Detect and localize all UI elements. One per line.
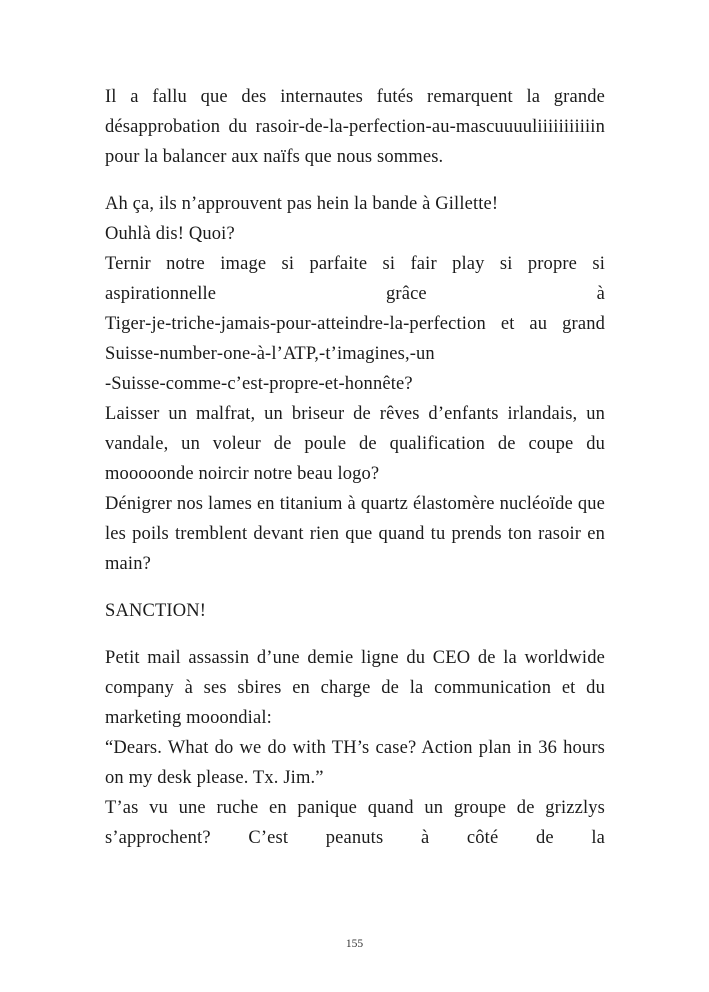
paragraph-ah-ca: Ah ça, ils n’approuvent pas hein la bande à Gillette! [105, 194, 499, 214]
paragraph-denigrer: Dénigrer nos lames en titanium à quartz élastomère nucléoïde que les poils tremblent devant rien que quand tu prends ton rasoir en main? [105, 494, 605, 574]
paragraph-ouhla: Ouhlà dis! Quoi? [105, 224, 235, 244]
paragraph-laisser: Laisser un malfrat, un briseur de rêves d’enfants irlandais, un vandale, un voleur de poule de qualification de coupe du mooooonde noircir notre beau logo? [105, 404, 605, 484]
page-number: 155 [345, 938, 364, 950]
paragraph-dears-quote: “Dears. What do we do with TH’s case? Action plan in 36 hours on my desk please. Tx. Jim.” [105, 738, 605, 788]
paragraph-sanction: SANCTION! [105, 601, 207, 621]
paragraph-ruche: T’as vu une ruche en panique quand un groupe de grizzlys s’approchent? C’est peanuts à côté de la [105, 798, 605, 848]
paragraph-intro: Il a fallu que des internautes futés remarquent la grande désapprobation du rasoir‑de‑la‑perfection‑au‑mascuuuuliiiiiiiiiiin pour la balancer aux naïfs que nous sommes. [105, 87, 605, 167]
paragraph-ternir: Ternir notre image si parfaite si fair play si propre si aspirationnelle grâce à Tiger‑je‑triche‑jamais‑pour‑atteindre‑la‑perfection et au grand Suisse‑number‑one‑à‑l’ATP,‑t’imagines,‑un ‑Suisse‑comme‑c’est‑propre‑et‑honnête? [105, 254, 605, 394]
paragraph-petit-mail: Petit mail assassin d’une demie ligne du CEO de la worldwide company à ses sbires en charge de la communication et du marketing mooondial: [105, 648, 605, 728]
text-block [105, 82, 605, 853]
